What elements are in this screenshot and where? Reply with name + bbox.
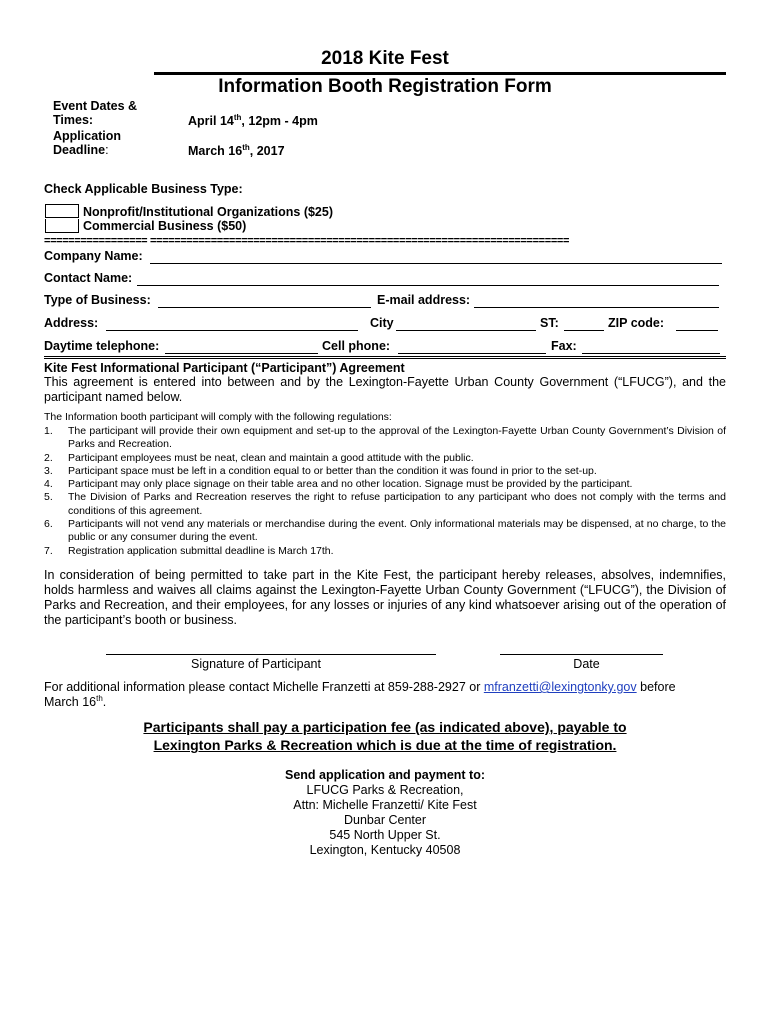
form-subtitle: Information Booth Registration Form bbox=[218, 76, 552, 97]
commercial-checkbox[interactable] bbox=[45, 219, 79, 233]
contact-info: For additional information please contact Michelle Franzetti at 859-288-2927 or mfranzetti@lexingtonky.gov before March 16th. bbox=[44, 680, 676, 709]
event-dates-label: Event Dates & Times: bbox=[53, 99, 138, 127]
fax-field[interactable] bbox=[582, 353, 720, 354]
email-field[interactable] bbox=[474, 307, 719, 308]
section-rule bbox=[44, 356, 726, 359]
email-label: E-mail address: bbox=[377, 293, 471, 307]
rule-item bbox=[44, 465, 726, 478]
rules-intro: The Information booth participant will comply with the following regulations: bbox=[44, 411, 392, 423]
mailing-line: Lexington, Kentucky 40508 bbox=[309, 843, 461, 857]
agreement-intro: This agreement is entered into between and by the Lexington-Fayette Urban County Government (“LFUCG”), and the participant named below. bbox=[44, 375, 726, 404]
mailing-line: Attn: Michelle Franzetti/ Kite Fest bbox=[293, 798, 477, 812]
commercial-option-label: Commercial Business ($50) bbox=[83, 219, 247, 233]
release-paragraph: In consideration of being permitted to take part in the Kite Fest, the participant hereby releases, absolves, indemnifies, holds harmless and waives all claims against the Lexington-Fayette Urban County Government (“LFUCG”), the Division of Parks and Recreation, and their employees, for any losses or injuries of any kind whatsoever arising out of the operation of the participant’s booth or business. bbox=[44, 568, 726, 627]
deadline-value: March 16th, 2017 bbox=[188, 142, 285, 158]
daytime-telephone-field[interactable] bbox=[165, 353, 318, 354]
title-rule bbox=[154, 72, 726, 75]
payment-notice-line1: Participants shall pay a participation fee (as indicated above), payable to bbox=[143, 719, 627, 735]
rule-number: 1. bbox=[44, 425, 53, 437]
event-dates-value: April 14th, 12pm - 4pm bbox=[188, 112, 318, 128]
type-of-business-field[interactable] bbox=[158, 307, 371, 308]
mailing-line: Dunbar Center bbox=[344, 813, 426, 827]
rule-text: Participant may only place signage on their table area and no other location. Signage must be provided by the participant. bbox=[68, 478, 633, 491]
state-label: ST: bbox=[540, 316, 559, 330]
contact-name-label: Contact Name: bbox=[44, 271, 133, 285]
form-title: 2018 Kite Fest bbox=[321, 48, 449, 69]
date-line[interactable] bbox=[500, 654, 663, 655]
rule-text: Participants will not vend any materials or merchandise during the event. Only informational materials may be dispensed, at no charge, to the public or any consumer during the event. bbox=[68, 518, 726, 544]
nonprofit-checkbox[interactable] bbox=[45, 204, 79, 218]
rule-number: 7. bbox=[44, 544, 53, 557]
mailing-line: 545 North Upper St. bbox=[329, 828, 441, 842]
zip-label: ZIP code: bbox=[608, 316, 665, 330]
rule-item bbox=[44, 518, 726, 545]
rule-text: The Division of Parks and Recreation reserves the right to refuse participation to any participant who does not comply with the terms and conditions of this agreement. bbox=[68, 491, 726, 517]
type-of-business-label: Type of Business: bbox=[44, 293, 151, 307]
cell-phone-field[interactable] bbox=[398, 353, 546, 354]
payment-notice-line2: Lexington Parks & Recreation which is due at the time of registration. bbox=[153, 737, 617, 753]
rule-item bbox=[44, 478, 726, 491]
signature-caption: Signature of Participant bbox=[191, 657, 321, 671]
mailing-line: LFUCG Parks & Recreation, bbox=[306, 783, 464, 797]
city-label: City bbox=[370, 316, 394, 330]
separator-line: ================= ===================================================================== bbox=[44, 235, 570, 247]
rule-number: 2. bbox=[44, 451, 53, 464]
state-field[interactable] bbox=[564, 330, 604, 331]
company-name-label: Company Name: bbox=[44, 249, 143, 263]
address-field[interactable] bbox=[106, 330, 358, 331]
rule-number: 5. bbox=[44, 491, 53, 504]
rule-text: Participant space must be left in a condition equal to or better than the condition it was found in prior to the set-up. bbox=[68, 464, 597, 477]
deadline-label: Application Deadline: bbox=[53, 129, 122, 157]
rule-item bbox=[44, 452, 726, 465]
signature-line[interactable] bbox=[106, 654, 436, 655]
rule-text: The participant will provide their own equipment and set-up to the approval of the Lexington-Fayette Urban County Government’s Division of Parks and Recreation. bbox=[68, 425, 726, 451]
rule-text: Participant employees must be neat, clean and maintain a good attitude with the public. bbox=[68, 451, 474, 464]
zip-field[interactable] bbox=[676, 330, 718, 331]
rule-text: Registration application submittal deadline is March 17th. bbox=[68, 544, 334, 557]
rule-number: 3. bbox=[44, 464, 53, 477]
agreement-heading: Kite Fest Informational Participant (“Participant”) Agreement bbox=[44, 361, 405, 375]
fax-label: Fax: bbox=[551, 339, 577, 353]
contact-name-field[interactable] bbox=[137, 285, 719, 286]
cell-phone-label: Cell phone: bbox=[322, 339, 391, 353]
nonprofit-option-label: Nonprofit/Institutional Organizations ($25) bbox=[83, 205, 333, 219]
rule-item bbox=[44, 425, 726, 452]
rule-item bbox=[44, 491, 726, 518]
rules-list bbox=[44, 425, 726, 558]
company-name-field[interactable] bbox=[150, 263, 722, 264]
address-label: Address: bbox=[44, 316, 99, 330]
contact-email-link[interactable]: mfranzetti@lexingtonky.gov bbox=[483, 680, 637, 694]
daytime-telephone-label: Daytime telephone: bbox=[44, 339, 160, 353]
mailing-heading: Send application and payment to: bbox=[284, 768, 486, 782]
city-field[interactable] bbox=[396, 330, 536, 331]
rule-number: 4. bbox=[44, 478, 53, 491]
rule-item bbox=[44, 545, 726, 558]
rule-number: 6. bbox=[44, 518, 53, 531]
business-type-heading: Check Applicable Business Type: bbox=[44, 182, 243, 196]
date-caption: Date bbox=[573, 657, 600, 671]
